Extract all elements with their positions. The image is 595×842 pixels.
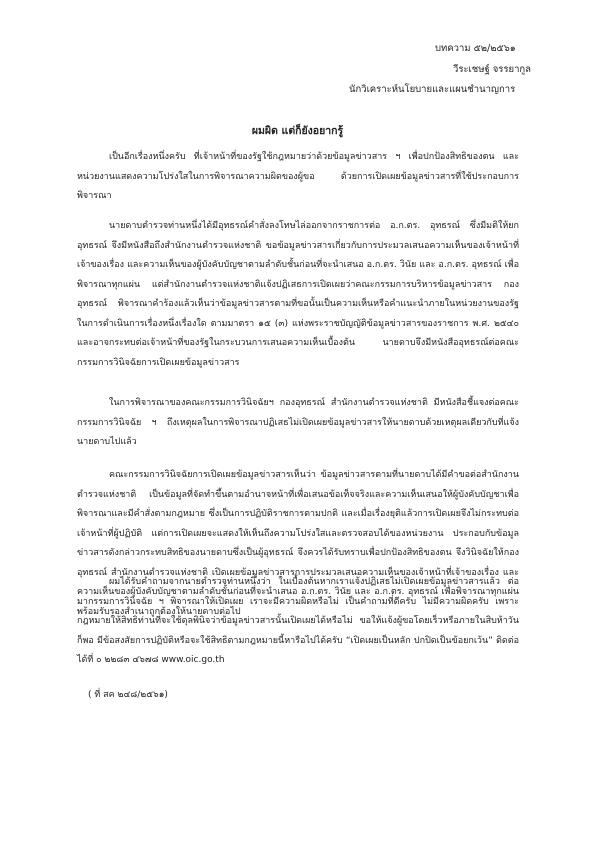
- paragraph-text: นายดาบตำรวจท่านหนึ่งได้มีอุทธรณ์คำสั่งลงโทษไล่ออกจากราชการต่อ อ.ก.ตร. อุทธรณ์ ซึ่งมีมติให้ยกอุทธรณ์ จึงมีหนังสือถึงสำนักงานตำรวจแห่งชาติ ขอข้อมูลข่าวสารเกี่ยวกับการประมวลเสนอความเห็นของเจ้าหน้าที่เจ้าของเรื่อง และความเห็นของผู้บังคับบัญชาตามลำดับชั้นก่อนที่จะนำเสนอ อ.ก.ตร. วินัย และ อ.ก.ตร. อุทธรณ์ เพื่อพิจารณาทุกแผ่น แต่สำนักงานตำรวจแห่งชาติแจ้งปฏิเสธการเปิดเผยว่าคณะกรรมการบริหารข้อมูลข่าวสาร กองอุทธรณ์ พิจารณาคำร้องแล้วเห็นว่าข้อมูลข่าวสารตามที่ขอนั้นเป็นความเห็นหรือคำแนะนำภายในหน่วยงานของรัฐในการดำเนินการเรื่องหนึ่งเรื่องใด ตามมาตรา ๑๕ (๓) แห่งพระราชบัญญัติข้อมูลข่าวสารของราชการ พ.ศ. ๒๕๔๐ และอาจกระทบต่อเจ้าหน้าที่ของรัฐในกระบวนการเสนอความเห็นเบื้องต้น นายดาบจึงมีหนังสืออุทธรณ์ต่อคณะกรรมการวินิจฉัยการเปิดเผยข้อมูลข่าวสาร: [77, 221, 519, 368]
- paragraph-committee-review: [77, 394, 519, 453]
- author-position: นักวิเคราะห์นโยบายและแผนชำนาญการ: [348, 84, 516, 95]
- paragraph-case: [77, 217, 519, 373]
- article-title: ผมผิด แต่ก็ยังอยากรู้: [251, 125, 344, 137]
- paragraph-text: เป็นอีกเรื่องหนึ่งครับ ที่เจ้าหน้าที่ของรัฐใช้กฎหมายว่าด้วยข้อมูลข่าวสาร ฯ เพื่อปกป้องสิทธิของตน และหน่วยงานแสดงความโปร่งใสในการพิจารณาความผิดของผู้ขอ ด้วยการเปิดเผยข้อมูลข่าวสารที่ใช้ประกอบการพิจารณา: [77, 152, 519, 201]
- reference-number: ( ที่ สค ๒๔๘/๒๕๖๑): [88, 690, 168, 700]
- paragraph-text: ในการพิจารณาของคณะกรรมการวินิจฉัยฯ กองอุทธรณ์ สำนักงานตำรวจแห่งชาติ มีหนังสือชี้แจงต่อคณะกรรมการวินิจฉัย ฯ ถึงเหตุผลในการพิจารณาปฏิเสธไม่เปิดเผยข้อมูลข่าวสารให้นายดาบด้วยเหตุผลเดียวกับที่แจ้งนายดาบไปแล้ว: [77, 398, 519, 447]
- paragraph-text: ผมได้รับคำถามจากนายตำรวจท่านหนึ่งว่า ในเบื้องต้นหากเราแจ้งปฏิเสธไม่เปิดเผยข้อมูลข่าวสารแล้ว ต่อมากรรมการวินิจฉัย ฯ พิจารณาให้เปิดเผย เราจะมีความผิดหรือไม่ เป็นคำถามที่ดีครับ ไม่มีความผิดครับ เพราะกฎหมายให้สิทธิท่านที่จะใช้ดุลพินิจว่าข้อมูลข่าวสารนั้นเปิดเผยได้หรือไม่ ขอให้แจ้งผู้ขอโดยเร็วหรือภายในสิบห้าวันก็พอ มีข้อสงสัยการปฏิบัติหรือจะใช้สิทธิตามกฎหมายนี้หารือไปได้ครับ “เปิดเผยเป็นหลัก ปกปิดเป็นข้อยกเว้น” ติดต่อได้ที่ ๐ ๒๒๘๓ ๔๖๗๘ www.oic.go.th: [77, 577, 519, 665]
- article-number: บทความ ๕๒/๒๕๖๑: [434, 43, 516, 54]
- author-name: วีระเชษฐ์ จรรยากูล: [452, 63, 531, 75]
- paragraph-intro: [77, 148, 519, 207]
- paragraph-qa: [77, 573, 519, 671]
- paragraph-text: คณะกรรมการวินิจฉัยการเปิดเผยข้อมูลข่าวสารเห็นว่า ข้อมูลข่าวสารตามที่นายดาบได้มีคำขอต่อสำนักงานตำรวจแห่งชาติ เป็นข้อมูลที่จัดทำขึ้นตามอำนาจหน้าที่เพื่อเสนอข้อเท็จจริงและความเห็นเสนอให้ผู้บังคับบัญชาเพื่อพิจารณาและมีคำสั่งตามกฎหมาย ซึ่งเป็นการปฏิบัติราชการตามปกติ และเมื่อเรื่องยุติแล้วการเปิดเผยจึงไม่กระทบต่อเจ้าหน้าที่ผู้ปฏิบัติ แต่การเปิดเผยจะแสดงให้เห็นถึงความโปร่งใสและตรวจสอบได้ของหน่วยงาน ประกอบกับข้อมูลข่าวสารดังกล่าวกระทบสิทธิของนายดาบซึ่งเป็นผู้อุทธรณ์ จึงควรได้รับทราบเพื่อปกป้องสิทธิของตน จึงวินิจฉัยให้กองอุทธรณ์ สำนักงานตำรวจแห่งชาติ เปิดเผยข้อมูลข่าวสารการประมวลเสนอความเห็นของเจ้าหน้าที่เจ้าของเรื่อง และความเห็นของผู้บังคับบัญชาตามลำดับชั้นก่อนที่จะนำเสนอ อ.ก.ตร. วินัย และ อ.ก.ตร. อุทธรณ์ เพื่อพิจารณาทุกแผ่น พร้อมรับรองสำเนาถูกต้องให้นายดาบต่อไป: [77, 470, 519, 617]
- article-meta: [348, 43, 531, 106]
